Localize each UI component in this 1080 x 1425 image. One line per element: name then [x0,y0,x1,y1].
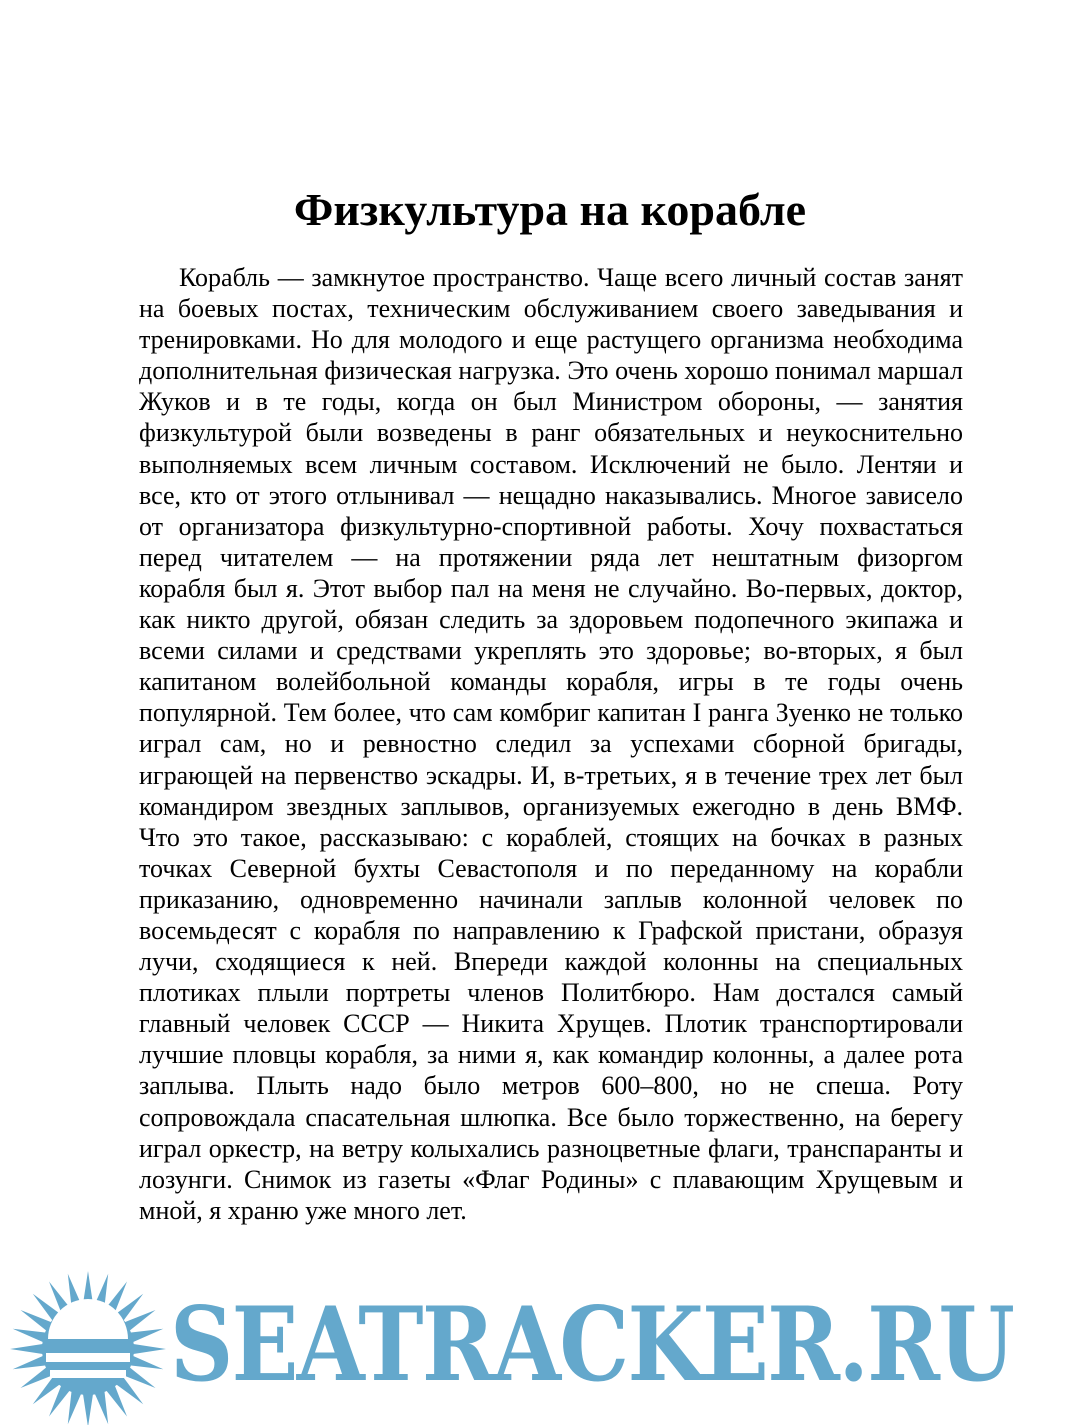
sun-ray [94,1390,108,1424]
body-paragraph: Корабль — замкнутое пространство. Чаще всего личный состав занят на боевых постах, техническим обслуживанием своего заведывания и тренировками. Но для молодого и еще растущего организма необходима дополнительная физическая нагрузка. Это очень хорошо понимал маршал Жуков и в те годы, когда он был Министром обороны, — занятия физкультурой были возведены в ранг обязательных и неукоснительно выполняемых всем личным составом. Исключений не было. Лентяи и все, кто от этого отлынивал — нещадно наказывались. Многое зависело от организатора физкультурно-спортивной работы. Хочу похвастаться перед читателем — на протяжении ряда лет нештатным физоргом корабля был я. Этот выбор пал на меня не случайно. Во-первых, доктор, как никто другой, обязан следить за здоровьем подопечного экипажа и всеми силами и средствами укреплять это здоровье; во-вторых, я был капитаном волейбольной команды корабля, игры в те годы очень популярной. Тем более, что сам комбриг капитан I ранга Зуенко не только играл сам, но и ревностно следил за успехами сборной бригады, играющей на первенство эскадры. И, в-третьих, я в течение трех лет был командиром звездных заплывов, организуемых ежегодно в день ВМФ. Что это такое, рассказываю: с кораблей, стоящих на бочках в разных точках Северной бухты Севастополя и по переданному на корабли приказанию, одновременно начинали заплыв колонной человек по восемьдесят с корабля по направлению к Графской пристани, образуя лучи, сходящиеся к ней. Впереди каждой колонны на специальных плотиках плыли портреты членов Политбюро. Нам достался самый главный человек СССР — Никита Хрущев. Плотик транспортировали лучшие пловцы корабля, за ними я, как командир колонны, а далее рота заплыва. Плыть надо было метров 600–800, но не спеша. Роту сопровождала спасательная шлюпка. Все было торжественно, на берегу играл оркестр, на ветру колыхались разноцветные флаги, транспаранты и лозунги. Снимок из газеты «Флаг Родины» с плавающим Хрущевым и мной, я храню уже много лет. [139,263,963,1225]
page-title: Физкультура на корабле [293,184,807,235]
watermark-text: SEATRACKER.RU [170,1285,1014,1405]
sun-ray [83,1393,93,1425]
sun-ray [13,1329,47,1343]
sun-ray [132,1344,166,1354]
sun-ray [10,1344,44,1354]
sun-icon [8,1269,168,1425]
sun-ray [13,1355,47,1369]
sun-ray [129,1329,163,1343]
sun-ray [68,1390,82,1424]
watermark [0,1265,1080,1425]
sun-ray [129,1355,163,1369]
